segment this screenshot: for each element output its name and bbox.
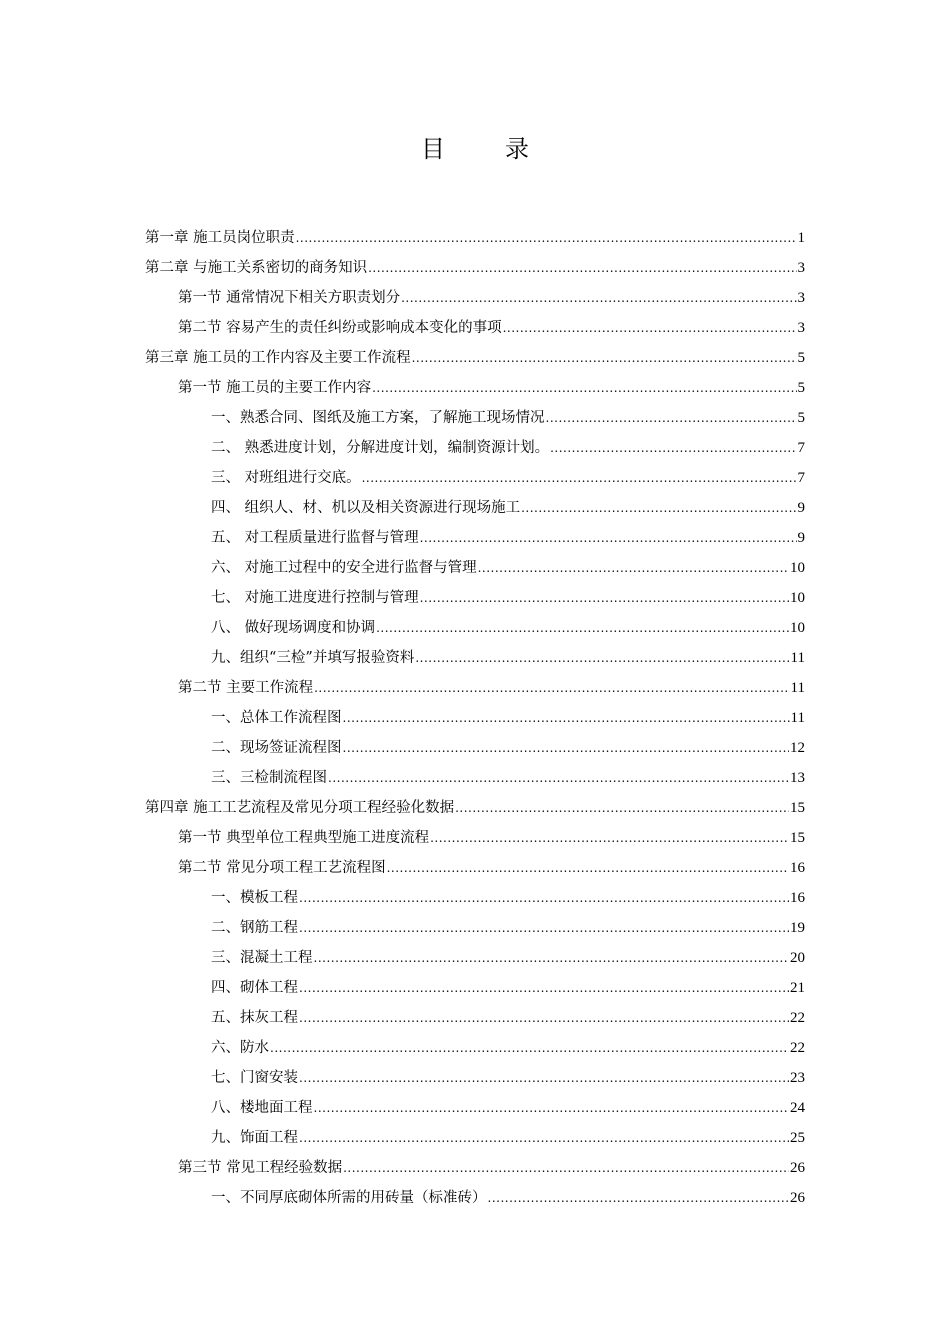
toc-page-number: 26 xyxy=(790,1190,805,1206)
toc-entry[interactable] xyxy=(145,223,805,253)
toc-dot-leader xyxy=(343,1153,789,1183)
toc-dot-leader xyxy=(503,313,797,343)
toc-entry[interactable] xyxy=(145,763,805,793)
toc-entry[interactable] xyxy=(145,283,805,313)
toc-entry-title: 第二节 容易产生的责任纠纷或影响成本变化的事项 xyxy=(178,320,502,336)
toc-entry-title: 一、总体工作流程图 xyxy=(211,710,342,726)
toc-page-number: 5 xyxy=(797,380,805,396)
toc-entry[interactable] xyxy=(145,463,805,493)
toc-page-number: 15 xyxy=(790,800,805,816)
toc-entry[interactable] xyxy=(145,943,805,973)
toc-entry[interactable] xyxy=(145,883,805,913)
toc-page-number: 11 xyxy=(790,710,805,726)
toc-dot-leader xyxy=(412,343,797,373)
toc-entry[interactable] xyxy=(145,1183,805,1213)
toc-page-number: 25 xyxy=(790,1130,805,1146)
toc-entry[interactable] xyxy=(145,313,805,343)
toc-entry-title: 六、 对施工过程中的安全进行监督与管理 xyxy=(211,560,477,576)
toc-page-number: 9 xyxy=(797,530,805,546)
toc-entry-title: 第一节 通常情况下相关方职责划分 xyxy=(178,290,401,306)
toc-entry-title: 四、 组织人、材、机以及相关资源进行现场施工 xyxy=(211,500,521,516)
toc-entry[interactable] xyxy=(145,1003,805,1033)
toc-dot-leader xyxy=(368,253,796,283)
toc-entry[interactable] xyxy=(145,523,805,553)
toc-page-number: 21 xyxy=(790,980,805,996)
toc-dot-leader xyxy=(343,703,790,733)
toc-dot-leader xyxy=(430,823,789,853)
toc-entry[interactable] xyxy=(145,703,805,733)
toc-entry-title: 一、不同厚底砌体所需的用砖量（标准砖） xyxy=(211,1190,487,1206)
toc-dot-leader xyxy=(299,1003,789,1033)
toc-entry[interactable] xyxy=(145,493,805,523)
toc-page-number: 11 xyxy=(790,650,805,666)
toc-entry-title: 第一节 典型单位工程典型施工进度流程 xyxy=(178,830,430,846)
toc-entry[interactable] xyxy=(145,673,805,703)
toc-page-number: 11 xyxy=(790,680,805,696)
toc-page-number: 9 xyxy=(797,500,805,516)
toc-page-number: 26 xyxy=(790,1160,805,1176)
toc-entry[interactable] xyxy=(145,973,805,1003)
toc-entry[interactable] xyxy=(145,853,805,883)
toc-dot-leader xyxy=(401,283,796,313)
toc-dot-leader xyxy=(270,1033,789,1063)
toc-dot-leader xyxy=(314,673,789,703)
toc-entry-title: 第三节 常见工程经验数据 xyxy=(178,1160,343,1176)
toc-entry[interactable] xyxy=(145,403,805,433)
toc-page-number: 16 xyxy=(790,890,805,906)
toc-entry-title: 三、三检制流程图 xyxy=(211,770,327,786)
toc-entry-title: 五、抹灰工程 xyxy=(211,1010,298,1026)
toc-entry-title: 第二节 常见分项工程工艺流程图 xyxy=(178,860,386,876)
toc-page-number: 1 xyxy=(797,230,805,246)
toc-entry-title: 第三章 施工员的工作内容及主要工作流程 xyxy=(145,350,411,366)
toc-entry[interactable] xyxy=(145,1063,805,1093)
toc-dot-leader xyxy=(299,1063,789,1093)
toc-entry-title: 二、钢筋工程 xyxy=(211,920,298,936)
toc-entry-title: 第二节 主要工作流程 xyxy=(178,680,314,696)
toc-page-number: 12 xyxy=(790,740,805,756)
toc-entry[interactable] xyxy=(145,1153,805,1183)
toc-dot-leader xyxy=(314,1093,790,1123)
toc-dot-leader xyxy=(550,433,796,463)
toc-dot-leader xyxy=(488,1183,790,1213)
toc-entry[interactable] xyxy=(145,733,805,763)
toc-title: 目 录 xyxy=(421,135,547,163)
toc-entry-title: 三、混凝土工程 xyxy=(211,950,313,966)
toc-page-number: 5 xyxy=(797,410,805,426)
toc-entry-title: 二、现场签证流程图 xyxy=(211,740,342,756)
toc-page-number: 16 xyxy=(790,860,805,876)
toc-entry-title: 第四章 施工工艺流程及常见分项工程经验化数据 xyxy=(145,800,455,816)
toc-dot-leader xyxy=(420,583,789,613)
toc-entry-title: 四、砌体工程 xyxy=(211,980,298,996)
toc-page-number: 22 xyxy=(790,1040,805,1056)
toc-entry-title: 第二章 与施工关系密切的商务知识 xyxy=(145,260,368,276)
toc-entry[interactable] xyxy=(145,583,805,613)
toc-dot-leader xyxy=(420,523,797,553)
toc-entry-title: 七、 对施工进度进行控制与管理 xyxy=(211,590,419,606)
toc-entry[interactable] xyxy=(145,1123,805,1153)
toc-entry-title: 八、 做好现场调度和协调 xyxy=(211,620,376,636)
toc-dot-leader xyxy=(299,973,789,1003)
toc-entry[interactable] xyxy=(145,553,805,583)
toc-dot-leader xyxy=(299,913,789,943)
toc-entry-title: 第一章 施工员岗位职责 xyxy=(145,230,295,246)
toc-page-number: 19 xyxy=(790,920,805,936)
toc-entry[interactable] xyxy=(145,643,805,673)
toc-entry[interactable] xyxy=(145,913,805,943)
toc-dot-leader xyxy=(296,223,797,253)
toc-dot-leader xyxy=(478,553,789,583)
toc-page-number: 10 xyxy=(790,620,805,636)
toc-entry[interactable] xyxy=(145,433,805,463)
toc-entry-title: 一、熟悉合同、图纸及施工方案，了解施工现场情况 xyxy=(211,410,545,426)
toc-dot-leader xyxy=(521,493,796,523)
toc-entry[interactable] xyxy=(145,823,805,853)
toc-dot-leader xyxy=(299,883,789,913)
toc-page-number: 5 xyxy=(797,350,805,366)
toc-entry[interactable] xyxy=(145,253,805,283)
toc-page-number: 7 xyxy=(797,440,805,456)
toc-dot-leader xyxy=(387,853,789,883)
toc-page-number: 10 xyxy=(790,560,805,576)
toc-entry-title: 八、楼地面工程 xyxy=(211,1100,313,1116)
toc-entry[interactable] xyxy=(145,793,805,823)
toc-page-number: 13 xyxy=(790,770,805,786)
toc-dot-leader xyxy=(362,463,797,493)
toc-entry-title: 五、 对工程质量进行监督与管理 xyxy=(211,530,419,546)
toc-entry-title: 九、组织“三检”并填写报验资料 xyxy=(211,650,415,666)
toc-dot-leader xyxy=(343,733,790,763)
toc-entry-title: 第一节 施工员的主要工作内容 xyxy=(178,380,372,396)
toc-dot-leader xyxy=(415,643,789,673)
toc-page-number: 3 xyxy=(797,290,805,306)
toc-dot-leader xyxy=(455,793,789,823)
toc-page-number: 10 xyxy=(790,590,805,606)
toc-page-number: 3 xyxy=(797,320,805,336)
toc-entry-title: 三、 对班组进行交底。 xyxy=(211,470,361,486)
toc-page-number: 15 xyxy=(790,830,805,846)
toc-entry[interactable] xyxy=(145,373,805,403)
toc-dot-leader xyxy=(546,403,797,433)
toc-entry-title: 二、 熟悉进度计划，分解进度计划，编制资源计划。 xyxy=(211,440,550,456)
toc-dot-leader xyxy=(376,613,789,643)
toc-entry[interactable] xyxy=(145,1033,805,1063)
toc-dot-leader xyxy=(299,1123,789,1153)
toc-dot-leader xyxy=(328,763,789,793)
toc-list xyxy=(145,223,805,1213)
toc-dot-leader xyxy=(372,373,796,403)
toc-entry-title: 九、饰面工程 xyxy=(211,1130,298,1146)
toc-dot-leader xyxy=(314,943,790,973)
toc-page-number: 23 xyxy=(790,1070,805,1086)
toc-page-number: 7 xyxy=(797,470,805,486)
toc-entry[interactable] xyxy=(145,1093,805,1123)
toc-entry[interactable] xyxy=(145,613,805,643)
toc-entry-title: 七、门窗安装 xyxy=(211,1070,298,1086)
toc-entry-title: 六、防水 xyxy=(211,1040,269,1056)
toc-page-number: 22 xyxy=(790,1010,805,1026)
toc-page-number: 3 xyxy=(797,260,805,276)
toc-page-number: 24 xyxy=(790,1100,805,1116)
toc-entry[interactable] xyxy=(145,343,805,373)
toc-entry-title: 一、模板工程 xyxy=(211,890,298,906)
toc-page-number: 20 xyxy=(790,950,805,966)
